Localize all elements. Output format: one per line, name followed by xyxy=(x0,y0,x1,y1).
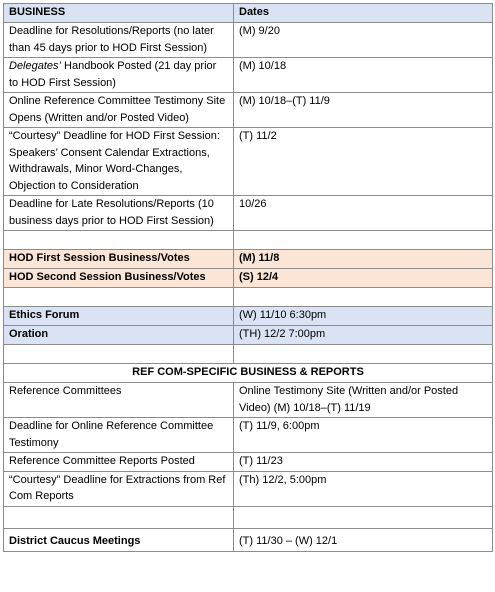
date-cell: (W) 11/10 6:30pm xyxy=(234,307,493,326)
empty-cell xyxy=(234,345,493,364)
section-header-row xyxy=(4,364,493,383)
table-row xyxy=(4,453,493,472)
table-row xyxy=(4,471,493,506)
date-cell: (T) 11/9, 6:00pm xyxy=(234,418,493,453)
date-cell: (M) 9/20 xyxy=(234,23,493,58)
business-cell: Reference Committees xyxy=(4,383,234,418)
business-cell: Reference Committee Reports Posted xyxy=(4,453,234,472)
date-cell: (TH) 12/2 7:00pm xyxy=(234,326,493,345)
empty-cell xyxy=(4,345,234,364)
business-text: Handbook Posted (21 day prior to HOD First Session) xyxy=(9,60,217,89)
session-row xyxy=(4,269,493,288)
business-cell: District Caucus Meetings xyxy=(4,528,234,551)
date-cell: Online Testimony Site (Written and/or Posted Video) (M) 10/18–(T) 11/19 xyxy=(234,383,493,418)
table-row xyxy=(4,93,493,128)
header-dates: Dates xyxy=(234,4,493,23)
table-row xyxy=(4,418,493,453)
date-cell: (T) 11/23 xyxy=(234,453,493,472)
date-cell: (M) 10/18–(T) 11/9 xyxy=(234,93,493,128)
header-business: BUSINESS xyxy=(4,4,234,23)
business-emphasis: Delegates’ xyxy=(9,60,61,72)
business-cell: HOD First Session Business/Votes xyxy=(4,250,234,269)
business-cell: “Courtesy” Deadline for Extractions from Ref Com Reports xyxy=(4,471,234,506)
date-cell: (M) 10/18 xyxy=(234,58,493,93)
date-cell: 10/26 xyxy=(234,196,493,231)
table-row xyxy=(4,128,493,196)
event-row xyxy=(4,307,493,326)
business-cell: Ethics Forum xyxy=(4,307,234,326)
business-cell xyxy=(4,58,234,93)
business-cell: Deadline for Resolutions/Reports (no later than 45 days prior to HOD First Session) xyxy=(4,23,234,58)
date-cell: (Th) 12/2, 5:00pm xyxy=(234,471,493,506)
business-cell: Deadline for Late Resolutions/Reports (10 business days prior to HOD First Session) xyxy=(4,196,234,231)
empty-cell xyxy=(4,231,234,250)
business-cell: Oration xyxy=(4,326,234,345)
table-row xyxy=(4,58,493,93)
table-row xyxy=(4,23,493,58)
spacer-row xyxy=(4,288,493,307)
table-row xyxy=(4,383,493,418)
event-row xyxy=(4,326,493,345)
date-cell: (T) 11/2 xyxy=(234,128,493,196)
business-cell: Deadline for Online Reference Committee Testimony xyxy=(4,418,234,453)
date-cell: (S) 12/4 xyxy=(234,269,493,288)
spacer-row xyxy=(4,231,493,250)
empty-cell xyxy=(4,506,234,528)
caucus-row xyxy=(4,528,493,551)
header-row xyxy=(4,4,493,23)
date-cell: (T) 11/30 – (W) 12/1 xyxy=(234,528,493,551)
business-cell: “Courtesy” Deadline for HOD First Session: Speakers’ Consent Calendar Extractions, Withdrawals, Minor Word-Changes, Objection to Consideration xyxy=(4,128,234,196)
business-cell: Online Reference Committee Testimony Site Opens (Written and/or Posted Video) xyxy=(4,93,234,128)
section-title: REF COM-SPECIFIC BUSINESS & REPORTS xyxy=(4,364,493,383)
session-row xyxy=(4,250,493,269)
table-row xyxy=(4,196,493,231)
empty-cell xyxy=(234,506,493,528)
empty-cell xyxy=(234,231,493,250)
empty-cell xyxy=(234,288,493,307)
business-cell: HOD Second Session Business/Votes xyxy=(4,269,234,288)
spacer-row xyxy=(4,506,493,528)
schedule-table xyxy=(3,3,493,552)
date-cell: (M) 11/8 xyxy=(234,250,493,269)
spacer-row xyxy=(4,345,493,364)
empty-cell xyxy=(4,288,234,307)
